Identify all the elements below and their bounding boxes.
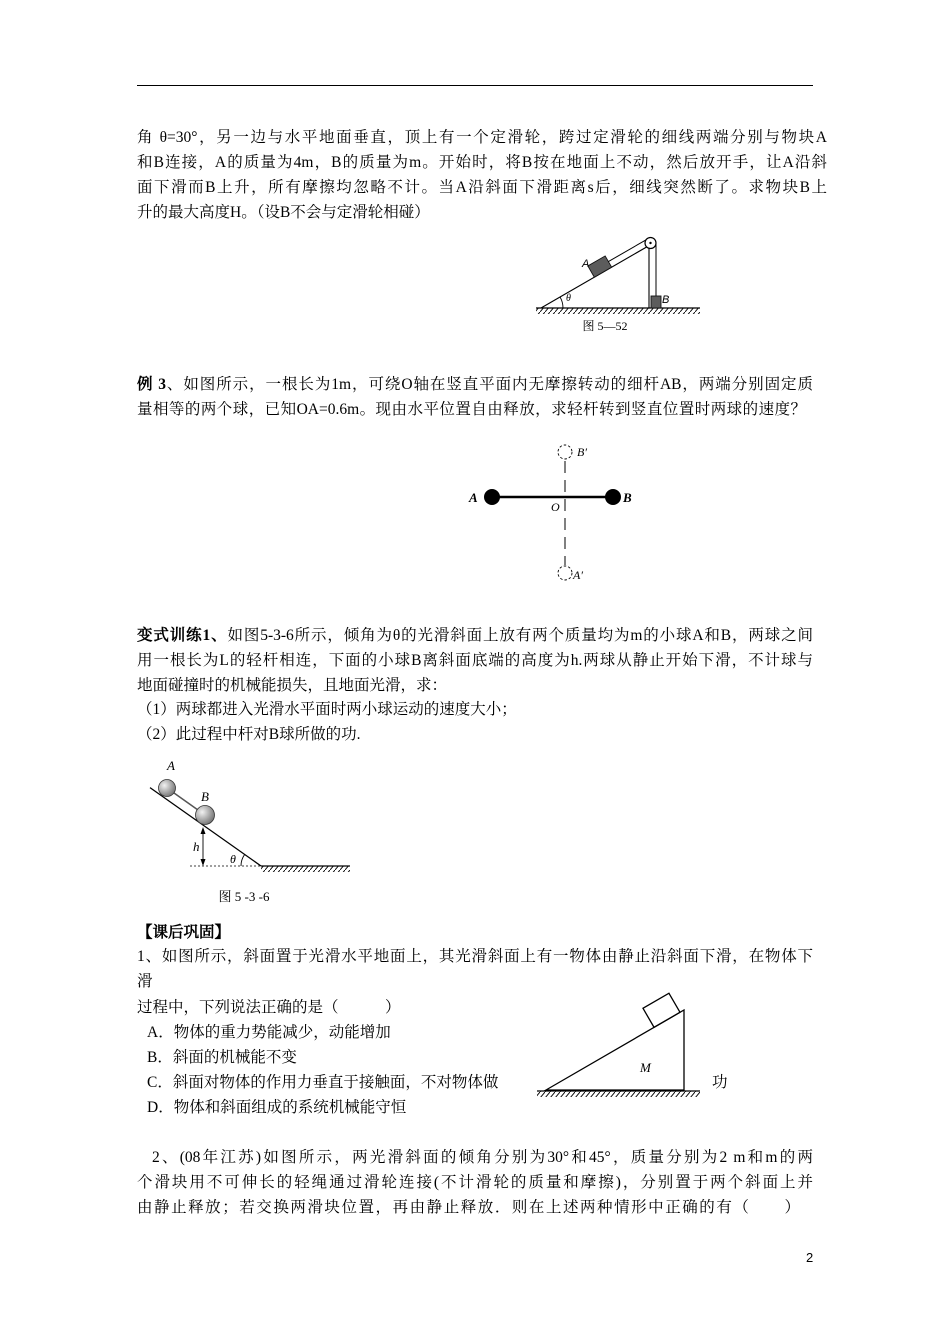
label-block-a: A (582, 258, 590, 270)
ball-a-prime-dashed (558, 566, 572, 580)
q1-option-c: C．斜面对物体的作用力垂直于接触面，不对物体做 (147, 1074, 499, 1091)
label-m: M (640, 1060, 651, 1075)
label-block-b: B (662, 294, 670, 306)
q1-line-1: 1、如图所示，斜面置于光滑水平地面上，其光滑斜面上有一物体由静止沿斜面下滑，在物体下 (137, 948, 813, 965)
angle-arc (560, 297, 563, 308)
block-a (588, 256, 612, 277)
label-ball-a: A (167, 758, 175, 773)
angle-arc (241, 854, 245, 866)
example3-label: 例 3 (137, 376, 166, 393)
ball-b (196, 806, 215, 825)
q2-line-1: 2、(08年江苏)如图所示，两光滑斜面的倾角分别为30°和45°，质量分别为2 m和m的两 (152, 1149, 813, 1166)
problem-prev-line-4: 升的最大高度H。（设B不会与定滑轮相碰） (137, 204, 430, 221)
block-b (651, 296, 661, 308)
page-number: 2 (806, 1250, 814, 1265)
label-theta: θ (230, 852, 236, 866)
example3-line-1-text: 、如图所示，一根长为1m，可绕O轴在竖直平面内无摩擦转动的细杆AB，两端分别固定质 (166, 376, 813, 393)
variant1-label: 变式训练1、 (137, 627, 228, 644)
variant1-subquestion-1: （1）两球都进入光滑水平面时两小球运动的速度大小； (137, 701, 517, 718)
figure-caption: 图 5 -3 -6 (218, 889, 270, 904)
label-theta: θ (566, 293, 571, 304)
sliding-block (643, 993, 680, 1027)
label-ball-b: B (201, 789, 209, 804)
label-a: A (469, 490, 478, 505)
figure-incline-m (537, 993, 700, 1097)
ball-b-prime-dashed (558, 445, 572, 459)
label-b: B (623, 490, 632, 505)
height-arrow-top (201, 827, 206, 834)
q1-option-c-tail: 功 (712, 1074, 728, 1091)
variant1-subquestion-2: （2）此过程中杆对B球所做的功. (137, 726, 361, 743)
label-a-prime: A′ (573, 568, 583, 582)
variant1-line-1-text: 如图5-3-6所示，倾角为θ的光滑斜面上放有两个质量均为m的小球A和B，两球之间 (227, 627, 813, 644)
q1-line-2: 滑 (137, 973, 153, 990)
variant1-line-2: 用一根长为L的轻杆相连，下面的小球B离斜面底端的高度为h.两球从静止开始下滑，不计球与 (137, 652, 813, 669)
height-arrow-bottom (201, 859, 206, 866)
q1-option-a: A．物体的重力势能减少，动能增加 (147, 1024, 391, 1041)
pulley-axle (649, 242, 651, 244)
q1-line-3: 过程中，下列说法正确的是（ ） (137, 999, 401, 1016)
label-h: h (193, 839, 200, 854)
q1-option-d: D．物体和斜面组成的系统机械能守恒 (147, 1099, 407, 1116)
label-o: O (551, 500, 560, 514)
ball-a (159, 780, 176, 797)
problem-prev-line-2: 和B连接，A的质量为4m，B的质量为m。开始时，将B按在地面上不动，然后放开手，让A沿斜 (137, 154, 827, 171)
figure-5-52 (536, 238, 700, 334)
q1-option-b: B．斜面的机械能不变 (147, 1049, 297, 1066)
ground-hatch (537, 1091, 700, 1097)
section-heading: 【课后巩固】 (137, 924, 231, 941)
problem-prev-line-3: 面下滑而B上升，所有摩擦均忽略不计。当A沿斜面下滑距离s后，细线突然断了。求物块B上 (137, 179, 827, 196)
example3-line-2: 量相等的两个球，已知OA=0.6m。现由水平位置自由释放，求轻杆转到竖直位置时两球的速度？ (137, 401, 806, 418)
variant1-line-3: 地面碰撞时的机械能损失，且地面光滑，求： (137, 677, 448, 694)
figure-caption: 图 5—52 (582, 319, 628, 333)
q2-line-3: 由静止释放；若交换两滑块位置，再由静止释放．则在上述两种情形中正确的有（ ） (137, 1199, 800, 1216)
label-b-prime: B′ (577, 445, 587, 459)
q2-line-2: 个滑块用不可伸长的轻绳通过滑轮连接(不计滑轮的质量和摩擦)，分别置于两个斜面上并 (137, 1174, 813, 1191)
ball-b (605, 489, 621, 505)
ball-a (484, 489, 500, 505)
problem-prev-line-1: 角 θ=30°，另一边与水平地面垂直，顶上有一个定滑轮，跨过定滑轮的细线两端分别与物块A (137, 129, 827, 146)
ground-hatch (261, 866, 350, 872)
figure-rod-balls (468, 445, 632, 582)
figure-5-3-6 (150, 758, 350, 904)
ground-hatch (536, 308, 700, 314)
